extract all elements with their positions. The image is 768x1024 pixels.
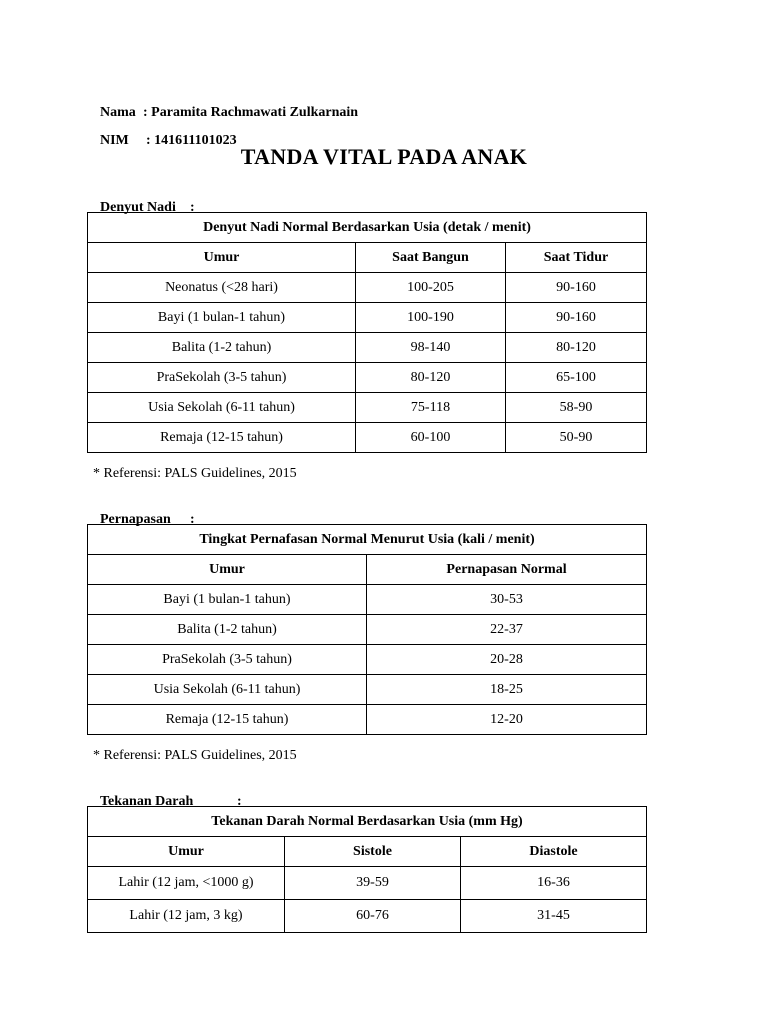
age-cell: PraSekolah (3-5 tahun) [88,645,367,675]
asleep-cell: 65-100 [506,363,647,393]
age-cell: Remaja (12-15 tahun) [88,423,356,453]
respiration-table [87,524,647,735]
systolic-cell: 39-59 [285,867,461,900]
column-header: Diastole [461,837,647,867]
name-label: Nama [100,105,136,120]
age-cell: Usia Sekolah (6-11 tahun) [88,393,356,423]
rate-cell: 12-20 [367,705,647,735]
table-row [88,867,647,900]
age-cell: Bayi (1 bulan-1 tahun) [88,303,356,333]
age-cell: Bayi (1 bulan-1 tahun) [88,585,367,615]
age-cell: Usia Sekolah (6-11 tahun) [88,675,367,705]
table-row [88,615,647,645]
age-cell: Balita (1-2 tahun) [88,615,367,645]
awake-cell: 60-100 [356,423,506,453]
table-row [88,645,647,675]
rate-cell: 22-37 [367,615,647,645]
student-id: 141611101023 [154,133,237,148]
column-header: Umur [88,243,356,273]
column-header: Umur [88,837,285,867]
table-row [88,333,647,363]
pulse-table [87,212,647,453]
column-header: Pernapasan Normal [367,555,647,585]
awake-cell: 75-118 [356,393,506,423]
rate-cell: 30-53 [367,585,647,615]
table-row [88,303,647,333]
student-name-line: Nama : Paramita Rachmawati Zulkarnain [100,105,359,120]
table-row [88,393,647,423]
age-cell: Neonatus (<28 hari) [88,273,356,303]
student-name: Paramita Rachmawati Zulkarnain [151,105,359,120]
respiration-table-caption: Tingkat Pernafasan Normal Menurut Usia (kali / menit) [88,525,647,555]
respiration-heading: Pernapasan : [100,512,195,527]
asleep-cell: 50-90 [506,423,647,453]
asleep-cell: 90-160 [506,273,647,303]
diastolic-cell: 31-45 [461,900,647,933]
table-row [88,423,647,453]
awake-cell: 80-120 [356,363,506,393]
pulse-reference: * Referensi: PALS Guidelines, 2015 [93,466,297,481]
age-cell: Lahir (12 jam, <1000 g) [88,867,285,900]
asleep-cell: 58-90 [506,393,647,423]
nim-label: NIM [100,133,129,148]
diastolic-cell: 16-36 [461,867,647,900]
asleep-cell: 80-120 [506,333,647,363]
awake-cell: 98-140 [356,333,506,363]
page-title: TANDA VITAL PADA ANAK [240,144,528,169]
pulse-table-caption: Denyut Nadi Normal Berdasarkan Usia (detak / menit) [88,213,647,243]
asleep-cell: 90-160 [506,303,647,333]
table-row [88,363,647,393]
table-row [88,585,647,615]
rate-cell: 20-28 [367,645,647,675]
blood-pressure-table [87,806,647,933]
pulse-heading: Denyut Nadi : [100,200,195,215]
rate-cell: 18-25 [367,675,647,705]
column-header: Saat Bangun [356,243,506,273]
table-row [88,273,647,303]
awake-cell: 100-205 [356,273,506,303]
blood-pressure-heading: Tekanan Darah : [100,794,242,809]
age-cell: PraSekolah (3-5 tahun) [88,363,356,393]
table-row [88,900,647,933]
table-row [88,705,647,735]
table-row [88,675,647,705]
systolic-cell: 60-76 [285,900,461,933]
column-header: Saat Tidur [506,243,647,273]
age-cell: Lahir (12 jam, 3 kg) [88,900,285,933]
blood-pressure-table-caption: Tekanan Darah Normal Berdasarkan Usia (mm Hg) [88,807,647,837]
age-cell: Balita (1-2 tahun) [88,333,356,363]
column-header: Sistole [285,837,461,867]
student-id-line: NIM : 141611101023 [100,133,237,148]
respiration-reference: * Referensi: PALS Guidelines, 2015 [93,748,297,763]
column-header: Umur [88,555,367,585]
awake-cell: 100-190 [356,303,506,333]
age-cell: Remaja (12-15 tahun) [88,705,367,735]
